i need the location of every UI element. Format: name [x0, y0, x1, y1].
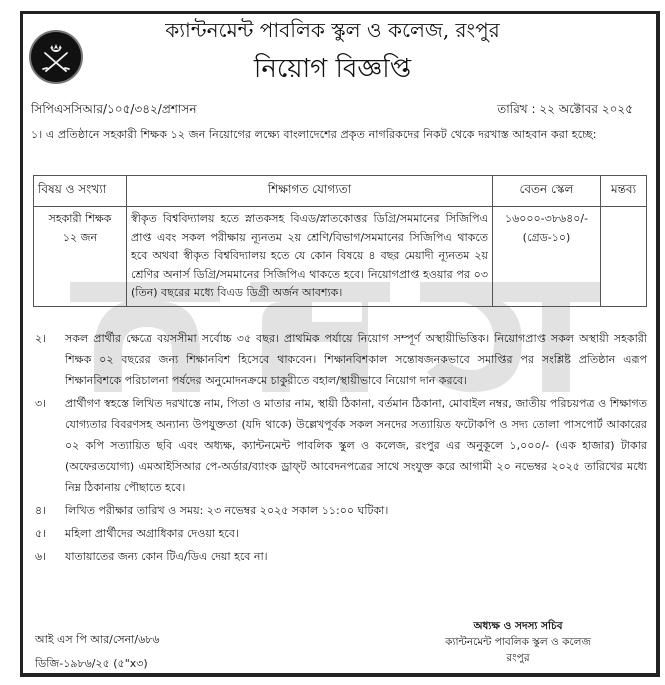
remarks-cell [601, 207, 647, 307]
conditions-list [31, 328, 647, 569]
item-text: মহিলা প্রার্থীদের অগ্রাধিকার দেওয়া হবে। [65, 527, 239, 540]
list-item [31, 393, 647, 498]
pay-scale-range: ১৬০০০-৩৮৬৪০/- [504, 212, 589, 225]
ispr-reference: আই এস পি আর/সেনা/৬৮৬ [35, 633, 160, 646]
item-text: লিখিত পরীক্ষার তারিখ ও সময়: ২৩ নভেম্বর ২০২৫ সকাল ১১:০০ ঘটিকা। [65, 504, 389, 517]
institution-name: ক্যান্টনমেন্ট পাবলিক স্কুল ও কলেজ, রংপুর [165, 18, 500, 42]
item-text: প্রার্থীগণ স্বহস্তে লিখিত দরখাস্তে নাম, পিতা ও মাতার নাম, স্থায়ী ঠিকানা, বর্তমান ঠিকানা, মোবাইল নম্বর, জাতীয় পরিচয়পত্র ও শিক্ষাগত যোগ্যতার বিবরণসহ অন্যান্য উপযুক্ততা (যদি থাকে) উল্লেখপূর্বক সকল সনদের সত্যায়িত ফটোকপি ও সদ্য তোলা পাসপোর্ট আকারের ০২ কপি সত্যায়িত ছবি এবং অধ্যক্ষ, ক্যান্টনমেন্ট পাবলিক স্কুল ও কলেজ, রংপুর এর অনুকূলে ১,০০০/- (এক হাজার) টাকার (অফেরতযোগ্য) এমআইসিআর পে-অর্ডার/ব্যাংক ড্রাফ্‌ট আবেদনপত্রের সাথে সংযুক্ত করে আগামী ২০ নভেম্বর ২০২৫ তারিখের মধ্যে নিম্ন ঠিকানায় পৌছাতে হবে। [65, 397, 647, 494]
header-remarks: মন্তব্য [601, 176, 647, 207]
list-item [31, 546, 647, 567]
table-header-row [34, 176, 647, 207]
signature-block [418, 618, 618, 666]
list-item [31, 500, 647, 521]
header-qualification: শিক্ষাগত যোগ্যতা [127, 176, 493, 207]
post-name: সহকারী শিক্ষক [48, 212, 112, 225]
item-number: ৪। [35, 504, 47, 517]
list-item [31, 523, 647, 544]
vacancy-table [33, 175, 647, 307]
notice-title: নিয়োগ বিজ্ঞপ্তি [253, 54, 412, 84]
item-number: ৫। [35, 527, 47, 540]
intro-paragraph: ১। এ প্রতিষ্ঠানে সহকারী শিক্ষক ১২ জন নিয়োগের লক্ষ্যে বাংলাদেশের প্রকৃত নাগরিকদের নিকট থেকে দরখাস্ত আহবান করা হচ্ছে: [31, 128, 597, 141]
item-number: ৬। [35, 550, 47, 563]
list-item [31, 328, 647, 391]
memo-reference: সিপিএসসিআর/১০৫/৩৪২/প্রশাসন [31, 102, 197, 116]
table-row [34, 207, 647, 307]
post-count: ১২ জন [62, 230, 98, 244]
notice-date: তারিখ : ২২ অক্টোবর ২০২৫ [497, 102, 633, 116]
pay-scale-cell [493, 207, 601, 307]
dg-reference: ডিজি-১৯৮৬/২৫ (৫"x৩) [35, 657, 148, 670]
footer-references [35, 628, 160, 676]
item-text: যাতায়াতের জন্য কোন টিএ/ডিএ দেয়া হবে না। [65, 550, 268, 563]
header-subject-count: বিষয় ও সংখ্যা [34, 176, 127, 207]
post-cell [34, 207, 127, 307]
item-number: ২। [35, 332, 47, 345]
item-text: সকল প্রার্থীর ক্ষেত্রে বয়সসীমা সর্বোচ্চ ৩৫ বছর। প্রাথমিক পর্যায়ে নিয়োগ সম্পূর্ণ অস্থায়ীভিত্তিক। নিয়োগপ্রাপ্ত সকল অস্থায়ী সহকারী শিক্ষক ০২ বছরের জন্য শিক্ষানবিশ হিসেবে থাকবেন। শিক্ষানবিশকাল সন্তোষজনকভাবে সমাপ্তির পর সংশ্লিষ্ট প্রতিষ্ঠান এরূপ শিক্ষানবিশকে পরিচালনা পর্ষদের অনুমোদনক্রমে চাকুরীতে বহাল/স্থায়ীভাবে নিয়োগ দান করবে। [65, 332, 647, 387]
item-number: ৩। [35, 397, 47, 410]
header-pay-scale: বেতন স্কেল [493, 176, 601, 207]
qualification-cell: স্বীকৃত বিশ্ববিদ্যালয় হতে স্নাতকসহ বিএড/স্নাতকোত্তর ডিগ্রি/সমমানের সিজিপিএ প্রাপ্ত এবং সকল পরীক্ষায় ন্যূনতম ২য় শ্রেণি/বিভাগ/সমমানের সিজিপিএ থাকতে হবে অথবা স্বীকৃত বিশ্ববিদ্যালয় হতে যে কোন বিষয়ে ৪ বছর মেয়াদী ন্যূনতম ২য় শ্রেণির অনার্স ডিগ্রি/সমমানের সিজিপিএ থাকতে হবে। নিয়োগপ্রাপ্ত হওয়ার পর ০৩ (তিন) বছরের মধ্যে বিএড ডিগ্রী অর্জন আবশ্যক। [127, 207, 493, 307]
pay-grade: (গ্রেড-১০) [522, 230, 571, 244]
signatory-organization: ক্যান্টনমেন্ট পাবলিক স্কুল ও কলেজ [445, 636, 591, 648]
signatory-city: রংপুর [506, 652, 530, 664]
signatory-title: অধ্যক্ষ ও সদস্য সচিব [473, 620, 563, 632]
